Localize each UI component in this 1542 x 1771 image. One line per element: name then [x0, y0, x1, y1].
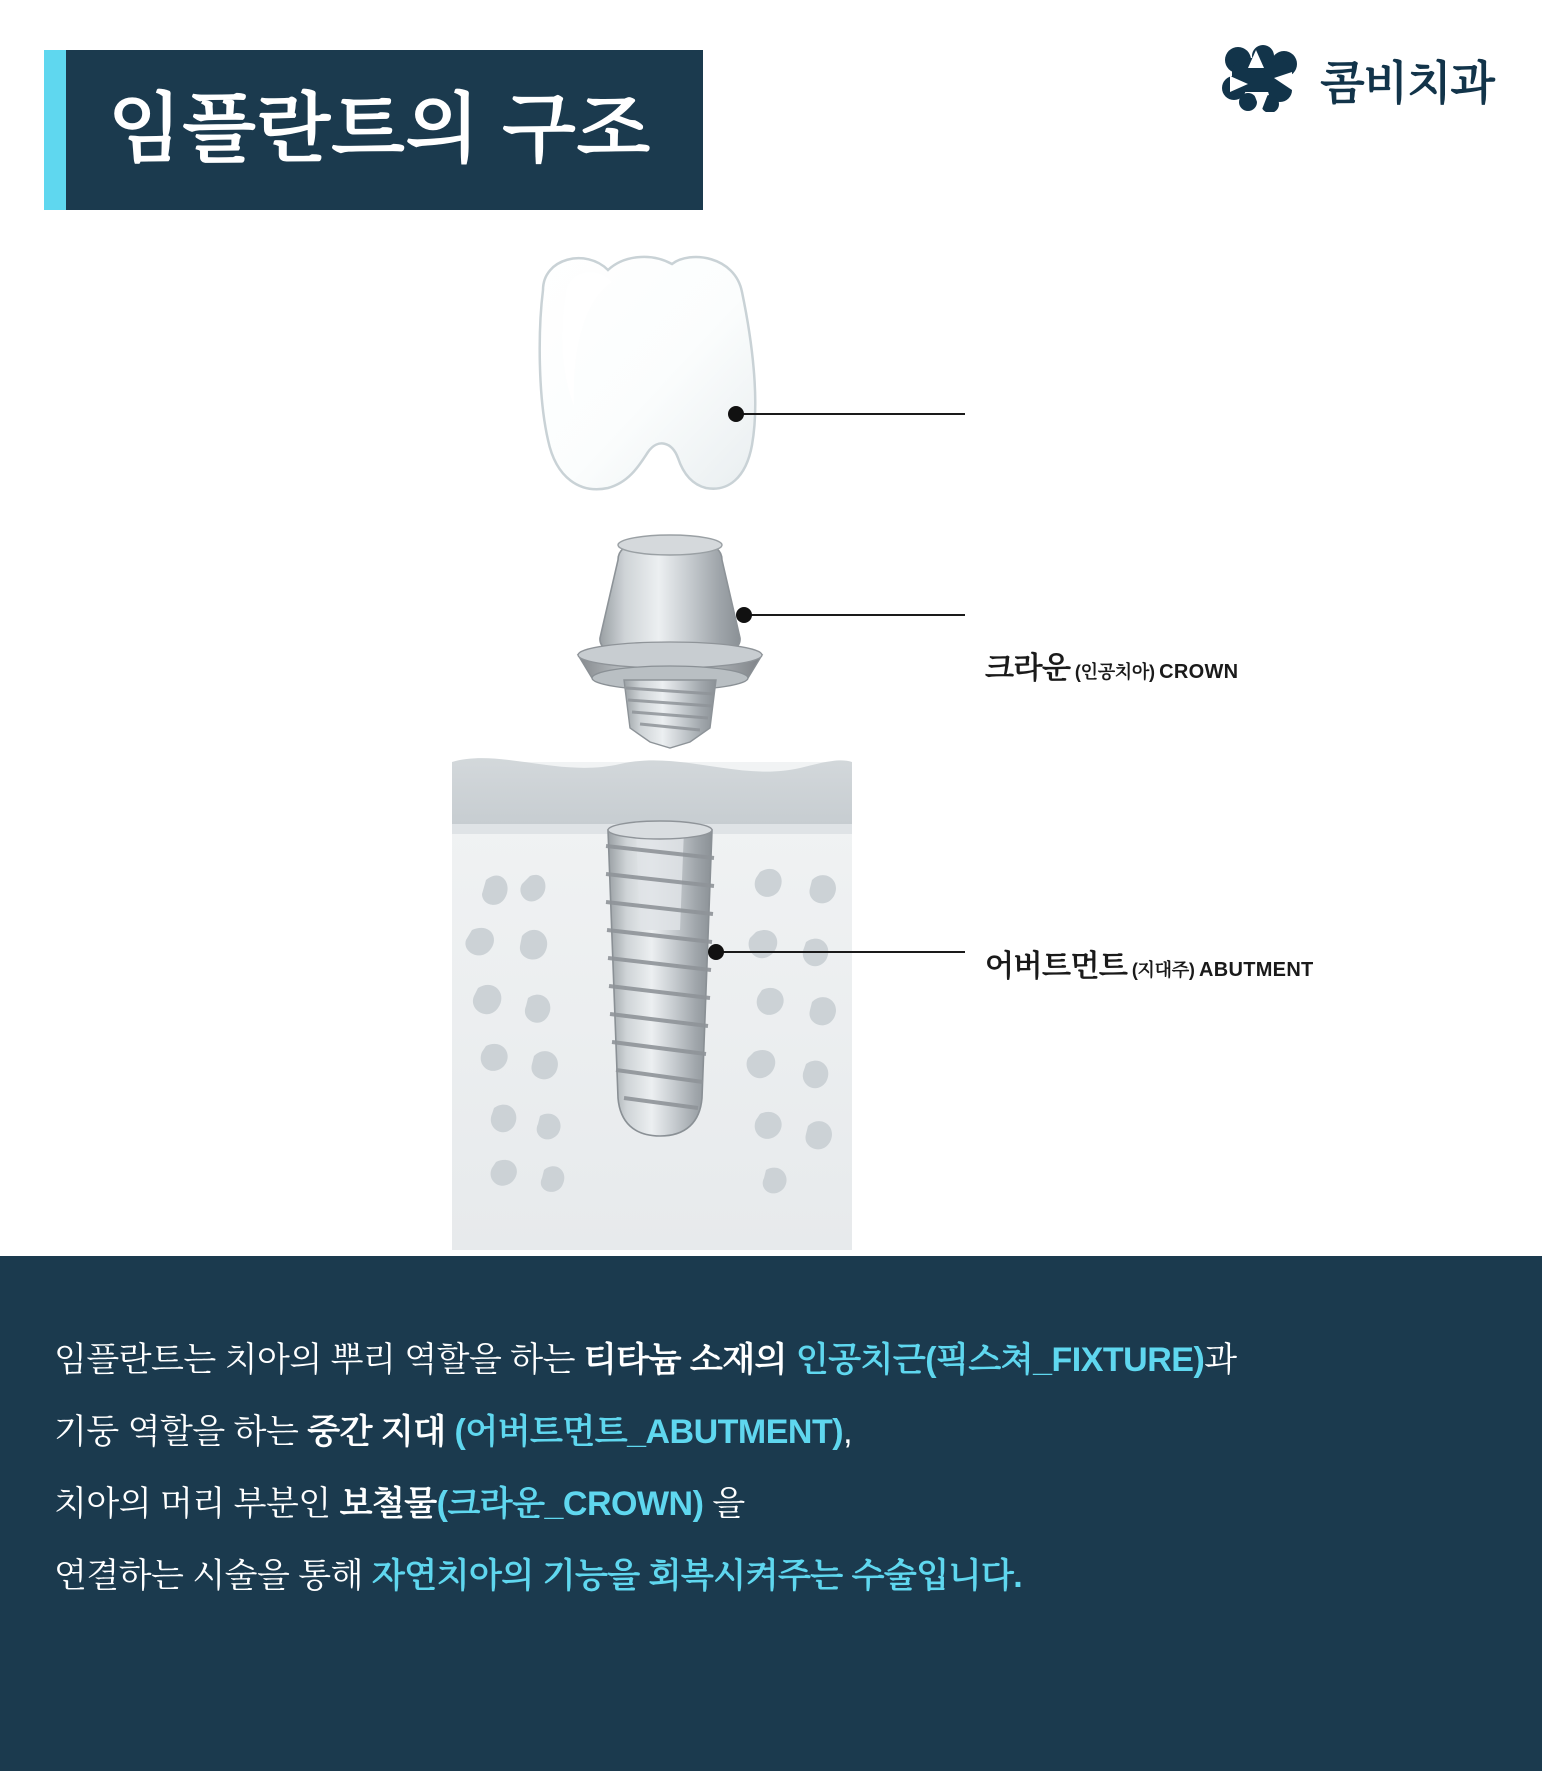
- callout-label-crown: [985, 643, 1238, 687]
- desc-l2-a: 기둥 역할을 하는: [54, 1412, 308, 1451]
- description-line-3: [54, 1482, 1488, 1528]
- desc-l1-b: 티타늄 소재의: [583, 1341, 796, 1379]
- desc-l2-c: (어버트먼트_ABUTMENT): [454, 1412, 844, 1451]
- page-title-banner: [44, 50, 703, 210]
- tooth-crown-icon: [540, 257, 756, 489]
- fixture-screw-icon: [452, 758, 852, 1250]
- desc-l3-b: 보철물: [339, 1484, 437, 1523]
- page-title: 임플란트의 구조: [108, 87, 652, 172]
- desc-l4-b: 자연치아의 기능을 회복시켜주는 수술입니다.: [371, 1556, 1023, 1595]
- callout-label-crown-ko: 크라운: [985, 652, 1071, 685]
- title-box: [66, 50, 703, 210]
- callout-label-crown-en: CROWN: [1159, 661, 1239, 683]
- callout-label-crown-sub: (인공치아): [1074, 662, 1155, 682]
- description-panel: [0, 1256, 1542, 1771]
- callout-label-abutment-en: ABUTMENT: [1198, 959, 1314, 981]
- description-line-2: [54, 1410, 1488, 1456]
- desc-l1-c: 인공치근(픽스쳐_FIXTURE): [795, 1341, 1205, 1379]
- desc-l3-a: 치아의 머리 부분인: [54, 1484, 340, 1523]
- description-line-1: [54, 1338, 1488, 1384]
- desc-l1-a: 임플란트는 치아의 뿌리 역할을 하는: [54, 1341, 584, 1379]
- brand-logo: [1218, 42, 1494, 117]
- brand-name: 콤비치과: [1320, 56, 1494, 109]
- callout-label-abutment-ko: 어버트먼트: [985, 950, 1128, 983]
- desc-l4-a: 연결하는 시술을 통해: [54, 1556, 372, 1595]
- desc-l2-d: ,: [843, 1412, 853, 1451]
- desc-l3-d: 을: [703, 1484, 745, 1523]
- callout-label-abutment: [985, 941, 1314, 985]
- description-line-4: [54, 1554, 1488, 1600]
- abutment-post-icon: [578, 535, 762, 748]
- callout-label-abutment-sub: (지대주): [1131, 960, 1195, 980]
- desc-l1-d: 과: [1204, 1341, 1237, 1379]
- implant-structure-diagram: [0, 230, 1542, 1250]
- title-accent-bar: [44, 50, 66, 210]
- clover-logo-icon: [1218, 42, 1304, 117]
- desc-l2-b: 중간 지대: [307, 1412, 455, 1451]
- desc-l3-c: (크라운_CROWN): [436, 1484, 704, 1523]
